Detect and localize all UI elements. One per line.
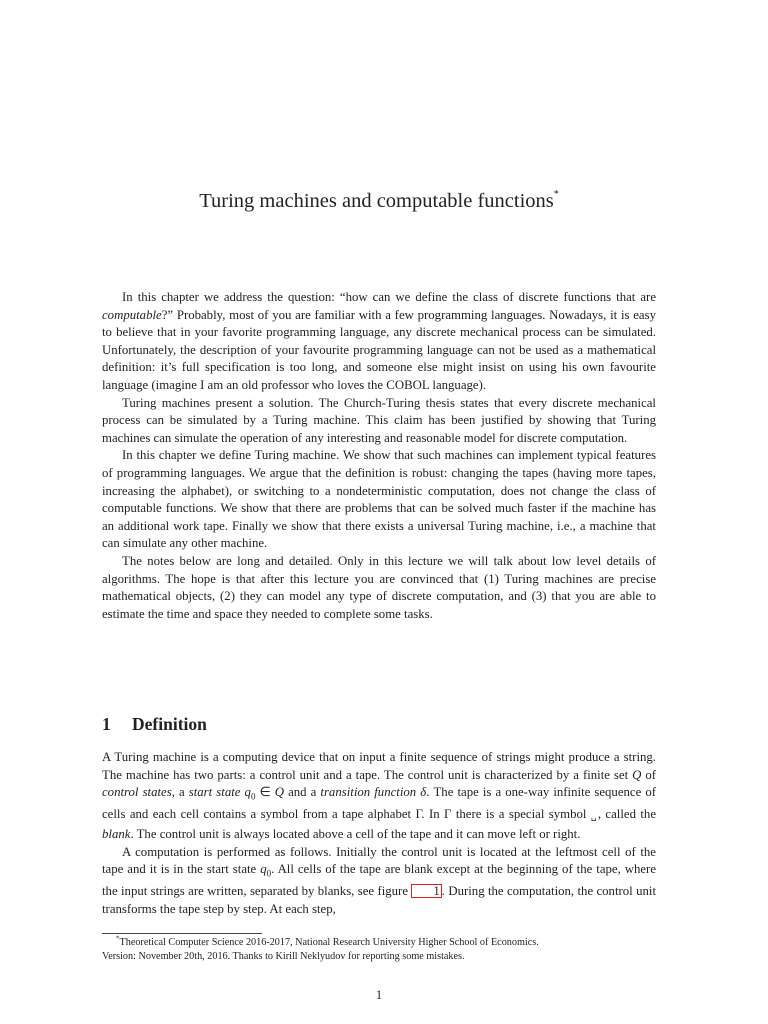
intro-paragraph-1-text-a: In this chapter we address the question: “how can we define the class of discrete functions that are <box>122 290 656 304</box>
sp1-g: . The control unit is always located above a cell of the tape and it can move left or right. <box>130 826 581 841</box>
paper-title <box>102 190 656 213</box>
intro-paragraph-1-text-b: ?” Probably, most of you are familiar with a few programming languages. Nowadays, it is easy to believe that in your favorite programming language, any discrete mechanical process can be simulated. Unfortunately, the description of your favourite programming language can not be used as a mathematical definition: it’s full specification is too long, and someone else might insist on using his own favourite language (imagine I am an old professor who loves the COBOL language). <box>102 307 656 392</box>
sp2-q0-sub: 0 <box>266 868 272 879</box>
sp1-q0: q <box>244 785 251 800</box>
sp1-Q: Q <box>632 767 642 782</box>
sp1-f: , called the <box>597 807 657 822</box>
footnote-rule <box>102 933 262 934</box>
figure-reference-link[interactable]: 1 <box>411 884 441 898</box>
sp1-b: of <box>641 767 657 782</box>
introduction <box>102 289 656 623</box>
sp1-control-states: control states <box>102 785 172 800</box>
footnote-line-1 <box>102 936 656 950</box>
section-heading <box>102 714 207 735</box>
footnote <box>102 936 656 964</box>
intro-paragraph-3: In this chapter we define Turing machine. We show that such machines can implement typical features of programming languages. We argue that the definition is robust: changing the tapes (having more tapes, increasing the alphabet), or switching to a nondeterministic computation, does not change the class of computable functions. We show that there are problems that can be solved much faster if the machine has an additional work tape. Finally we show that there exists a universal Turing machine, i.e., a machine that can simulate any other machine. <box>102 448 656 551</box>
section-number: 1 <box>102 714 111 734</box>
footnote-line-2: Version: November 20th, 2016. Thanks to Kirill Neklyudov for reporting some mistakes. <box>102 951 465 962</box>
intro-paragraph-2: Turing machines present a solution. The Church-Turing thesis states that every discrete mechanical process can be simulated by a Turing machine. This claim has been justified by showing that Turing machines can simulate the operation of any interesting and reasonable model for discrete computation. <box>102 395 656 445</box>
sp1-c: , a <box>171 785 189 800</box>
section-paragraph-2 <box>102 844 656 919</box>
sp1-e: . The tape is a one-way infinite sequence of cells and each cell contains a symbol from a tape alphabet Γ. In Γ there is a special symbol <box>102 785 657 822</box>
intro-paragraph-4: The notes below are long and detailed. Only in this lecture we will talk about low level details of algorithms. The hope is that after this lecture you are convinced that (1) Turing machines are precise mathematical objects, (2) they can model any type of discrete computation, and (3) that you are able to estimate the time and space they needed to complete some tasks. <box>102 553 656 621</box>
section-body <box>102 749 656 918</box>
sp1-q0-sub: 0 <box>250 791 256 802</box>
sp1-transition-function: transition function <box>320 785 417 800</box>
section-paragraph-1 <box>102 749 656 844</box>
section-title: Definition <box>132 714 207 734</box>
computable-emphasis: computable <box>102 307 162 322</box>
blank-symbol: ␣ <box>590 811 598 822</box>
sp1-in: ∈ <box>255 785 275 800</box>
sp1-start-state: start state <box>188 785 241 800</box>
sp2-q0: q <box>260 862 267 877</box>
sp2-b: . All cells of the tape are blank except at the beginning of the tape, where the input strings are written, separated by blanks, see figure <box>102 862 656 899</box>
sp2-a: A computation is performed as follows. Initially the control unit is located at the leftmost cell of the tape and it is in the start state <box>102 844 656 877</box>
sp1-d: and a <box>284 785 321 800</box>
footnote-mark: * <box>116 934 120 943</box>
sp1-delta: δ <box>420 785 427 800</box>
paper-title-text: Turing machines and computable functions <box>199 190 554 212</box>
sp2-c: . During the computation, the control unit transforms the tape step by step. At each step, <box>102 884 656 916</box>
intro-paragraph-1 <box>102 289 656 395</box>
sp1-a: A Turing machine is a computing device that on input a finite sequence of strings might produce a string. The machine has two parts: a control unit and a tape. The control unit is characterized by a finite set <box>102 750 656 782</box>
sp1-blank: blank <box>102 826 131 841</box>
page-number: 1 <box>375 988 383 1002</box>
title-footnote-mark: * <box>553 189 559 201</box>
footnote-text-1: Theoretical Computer Science 2016-2017, National Research University Higher School of Economics. <box>119 937 539 948</box>
sp1-Q2: Q <box>274 785 284 800</box>
